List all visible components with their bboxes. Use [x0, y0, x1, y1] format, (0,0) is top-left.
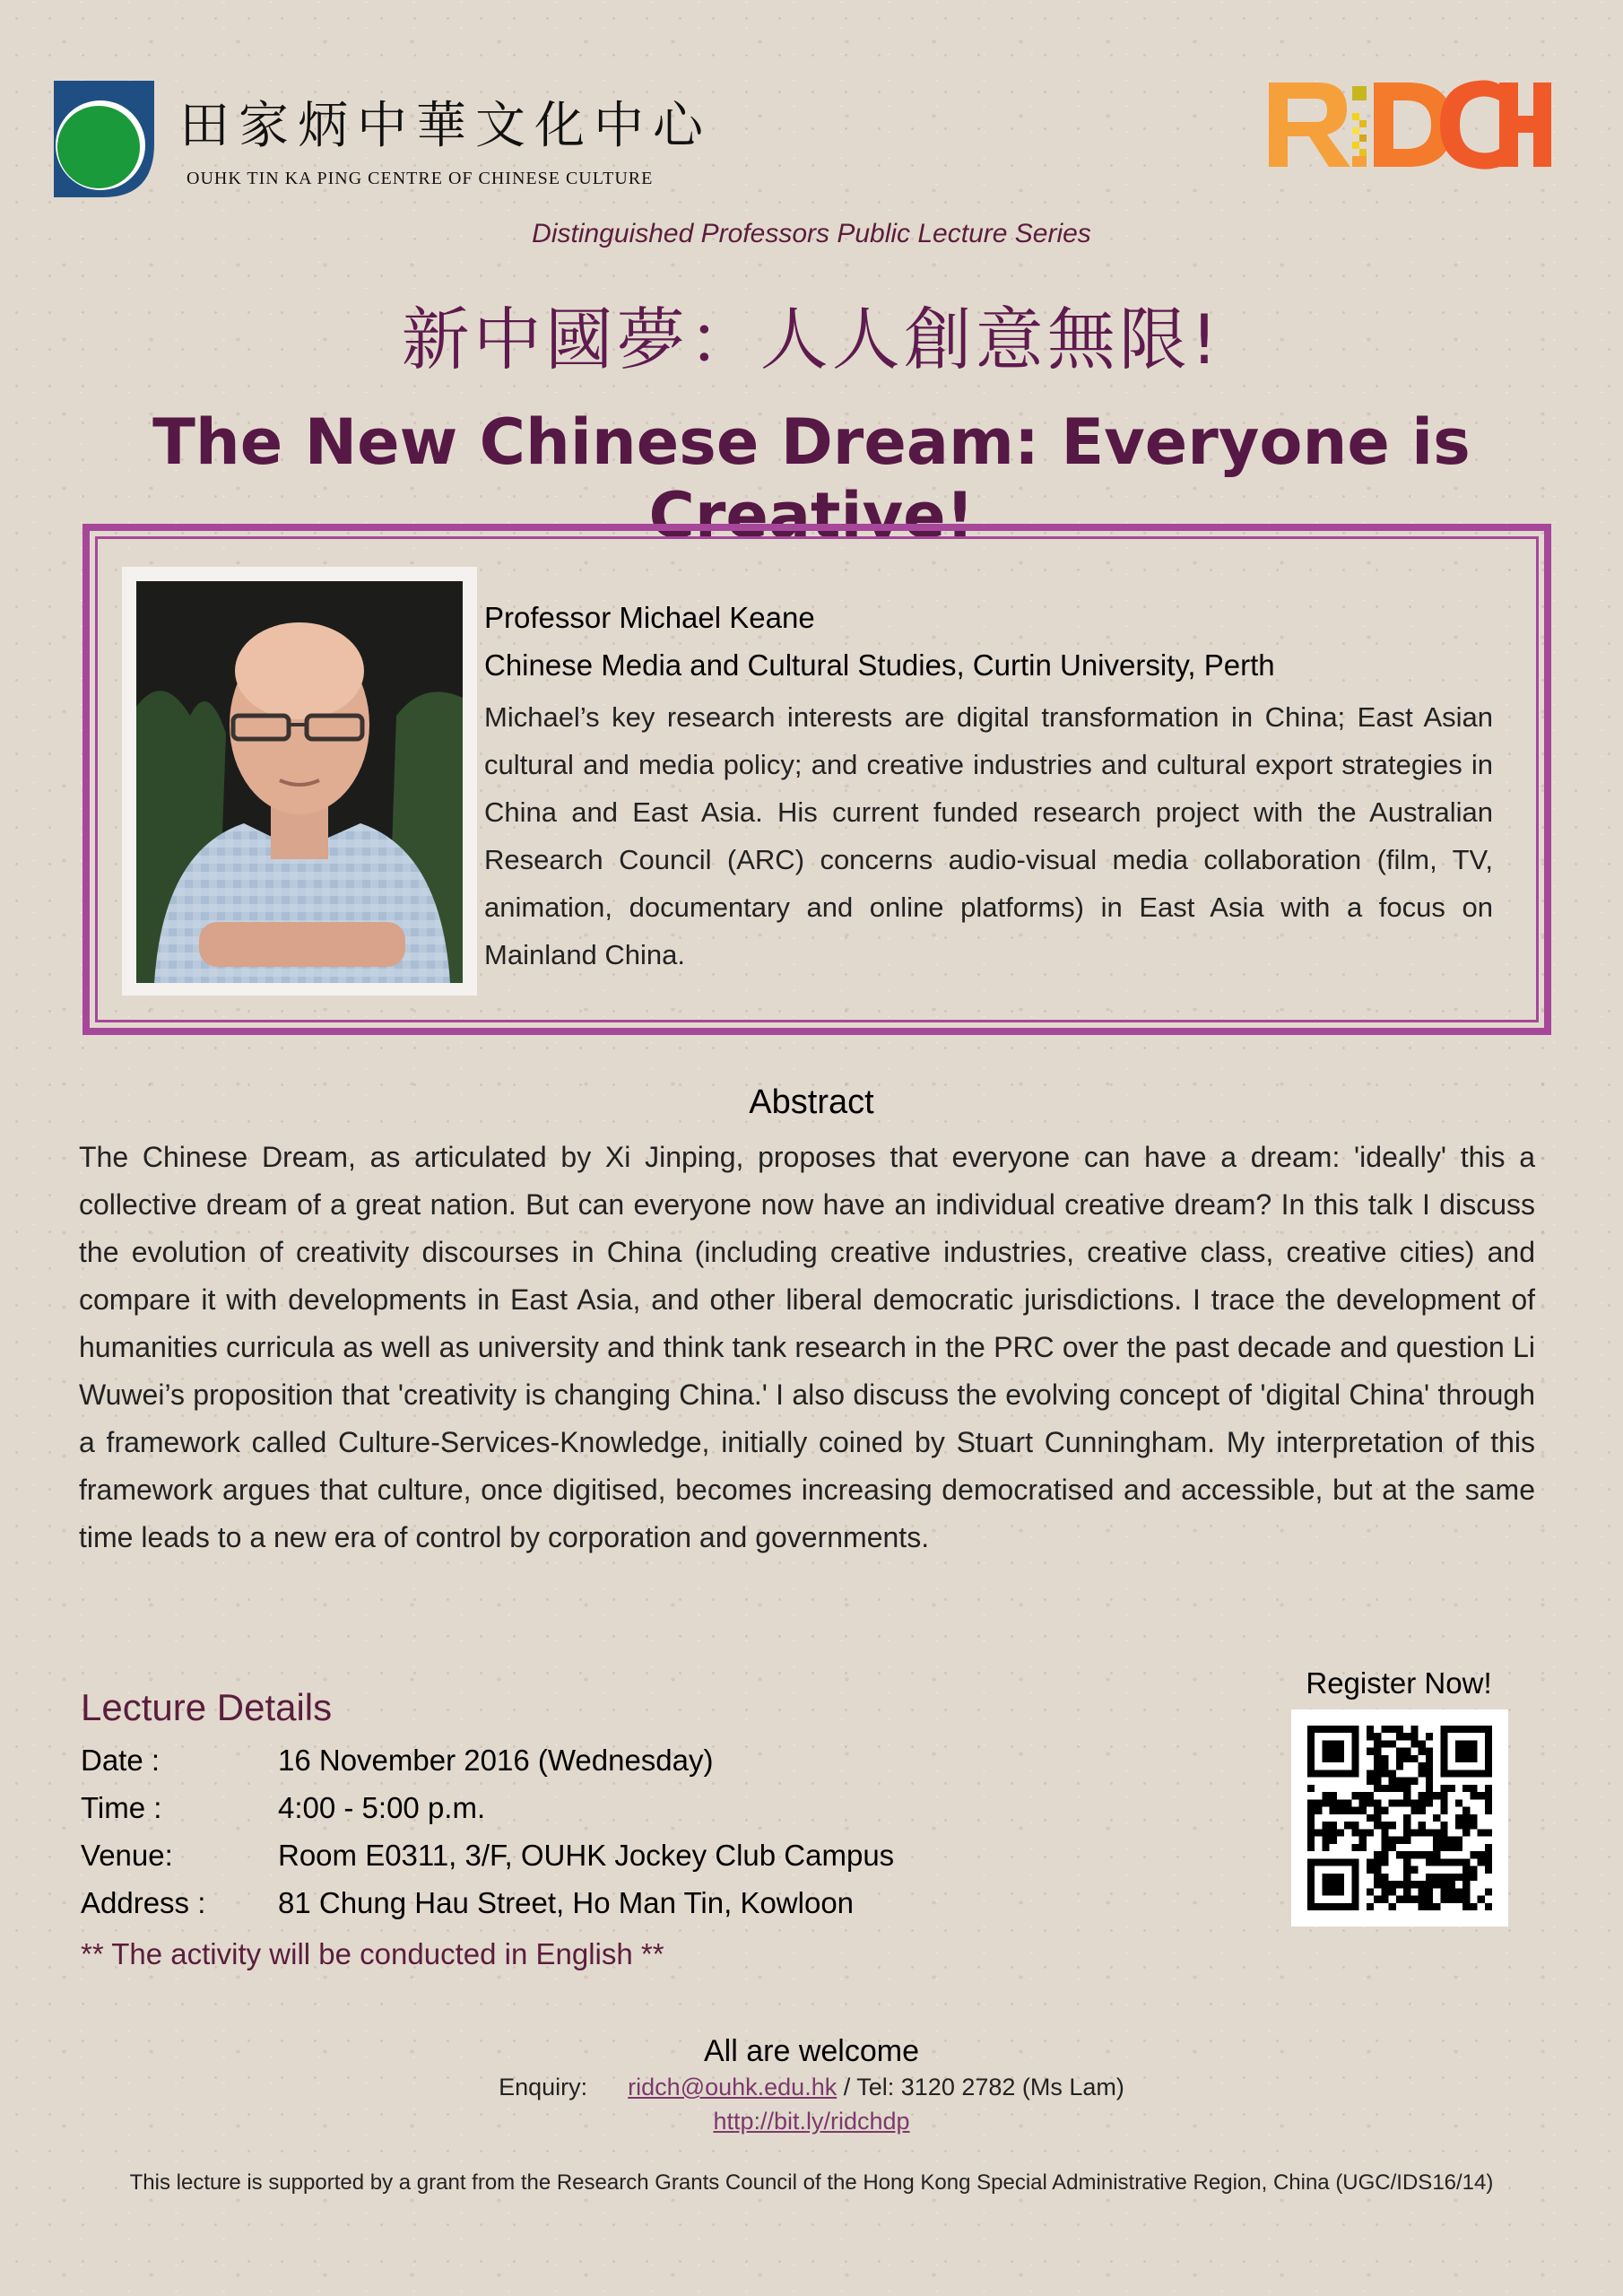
speaker-affiliation: Chinese Media and Cultural Studies, Curtin University, Perth	[484, 648, 1275, 682]
lecture-series-label: Distinguished Professors Public Lecture Series	[532, 219, 1091, 248]
enquiry-email-link[interactable]: ridch@ouhk.edu.hk	[628, 2074, 838, 2100]
registration-url-link[interactable]: http://bit.ly/ridchdp	[713, 2108, 910, 2135]
detail-row-time	[81, 1791, 485, 1825]
detail-label: Time :	[81, 1791, 162, 1824]
enquiry-line	[0, 2074, 1623, 2101]
detail-row-date	[81, 1744, 714, 1778]
welcome-text: All are welcome	[704, 2034, 919, 2068]
detail-value: 4:00 - 5:00 p.m.	[278, 1791, 486, 1824]
ouhk-tkp-logo-icon	[54, 81, 154, 197]
enquiry-label: Enquiry:	[499, 2074, 588, 2100]
registration-qr-code[interactable]	[1291, 1709, 1508, 1926]
qr-code-icon	[1307, 1726, 1492, 1910]
logo-english-name: OUHK TIN KA PING CENTRE OF CHINESE CULTURE	[187, 169, 654, 188]
detail-value: Room E0311, 3/F, OUHK Jockey Club Campus	[278, 1839, 895, 1872]
detail-label: Venue:	[81, 1839, 173, 1872]
speaker-bio: Michael’s key research interests are digital transformation in China; East Asian cultural and media policy; and creative industries and cultural export strategies in China and East Asia. His current funded research project with the Australian Research Council (ARC) concerns audio-visual media collaboration (film, TV, animation, documentary and online platforms) in East Asia with a focus on Mainland China.	[484, 701, 1493, 970]
logo-chinese-name: 田家炳中華文化中心	[179, 97, 712, 155]
detail-value: 81 Chung Hau Street, Ho Man Tin, Kowloon	[278, 1886, 855, 1919]
abstract-body: The Chinese Dream, as articulated by Xi Jinping, proposes that everyone can have a dream: 'ideally' this a collective dream of a great nation. But can everyone now have an individual creative dream? In this talk I discuss the evolution of creativity discourses in China (including creative industries, creative class, creative cities) and compare it with developments in East Asia, and other liberal democratic jurisdictions. I trace the development of humanities curricula as well as university and think tank research in the PRC over the past decade and question Li Wuwei’s proposition that 'creativity is changing China.' I also discuss the evolving concept of 'digital China' through a framework called Culture-Services-Knowledge, initially coined by Stuart Cunningham. My interpretation of this framework argues that culture, once digitised, becomes increasing democratised and accessible, but at the same time leads to a new era of control by corporation and governments.	[79, 1141, 1535, 1553]
speaker-name: Professor Michael Keane	[484, 601, 815, 634]
speaker-photo	[136, 581, 463, 983]
register-label: Register Now!	[1306, 1666, 1492, 1700]
abstract-heading: Abstract	[749, 1083, 874, 1121]
language-note: ** The activity will be conducted in English **	[81, 1937, 664, 1970]
detail-row-address	[81, 1886, 854, 1920]
detail-row-venue	[81, 1839, 894, 1873]
title-english: The New Chinese Dream: Everyone is Creative!	[152, 405, 1471, 552]
lecture-details-heading: Lecture Details	[81, 1686, 333, 1728]
enquiry-tel: Tel: 3120 2782 (Ms Lam)	[856, 2074, 1124, 2100]
weblink-row	[0, 2108, 1623, 2135]
grant-support-note: This lecture is supported by a grant from the Research Grants Council of the Hong Kong Special Administrative Region, China (UGC/IDS16/14)	[129, 2170, 1494, 2195]
detail-label: Address :	[81, 1886, 206, 1919]
enquiry-separator: /	[837, 2074, 857, 2100]
ridch-logo-icon	[1264, 74, 1556, 172]
title-chinese: 新中國夢：人人創意無限!	[401, 300, 1222, 379]
detail-value: 16 November 2016 (Wednesday)	[278, 1744, 714, 1777]
detail-label: Date :	[81, 1744, 161, 1777]
